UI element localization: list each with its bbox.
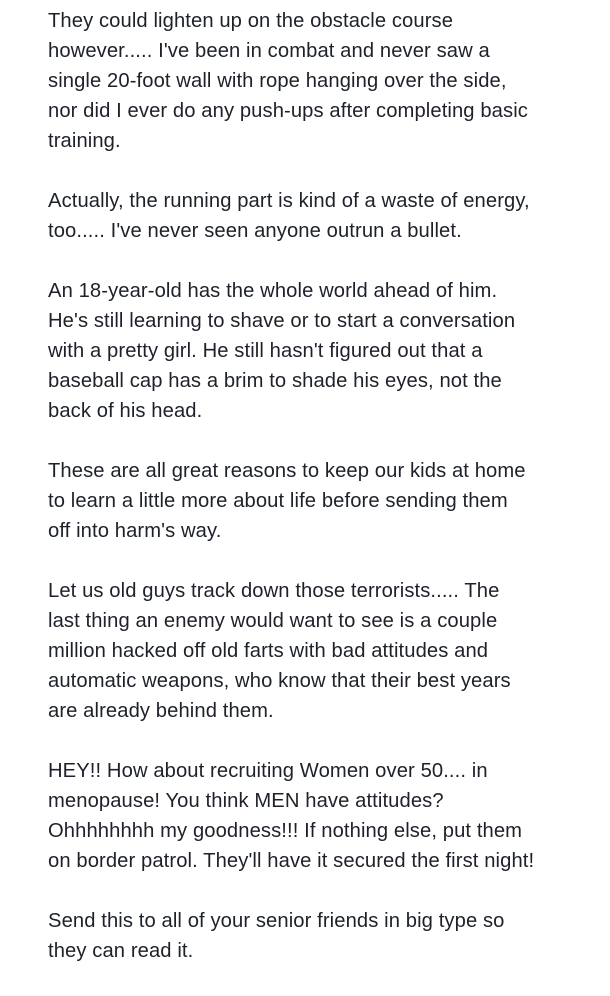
text-line: nor did I ever do any push-ups after completing basic xyxy=(48,100,528,122)
text-line: on border patrol. They'll have it secured the first night! xyxy=(48,850,535,872)
paragraph-send-this xyxy=(48,906,598,966)
text-line: single 20-foot wall with rope hanging over the side, xyxy=(48,70,507,92)
text-line: They could lighten up on the obstacle course xyxy=(48,10,454,32)
paragraph-obstacle-course xyxy=(48,6,598,156)
text-line: are already behind them. xyxy=(48,700,274,722)
text-line: An 18-year-old has the whole world ahead of him. xyxy=(48,280,498,302)
text-line: million hacked off old farts with bad attitudes and xyxy=(48,640,489,662)
text-line: Send this to all of your senior friends in big type so xyxy=(48,910,505,932)
text-line: too..... I've never seen anyone outrun a bullet. xyxy=(48,220,462,242)
text-line: HEY!! How about recruiting Women over 50.... in xyxy=(48,760,488,782)
text-line: training. xyxy=(48,130,121,152)
paragraph-women-over-50 xyxy=(48,756,598,876)
text-line: menopause! You think MEN have attitudes? xyxy=(48,790,444,812)
text-line: with a pretty girl. He still hasn't figured out that a xyxy=(48,340,483,362)
paragraph-18-year-old xyxy=(48,276,598,426)
text-line: they can read it. xyxy=(48,940,194,962)
text-line: Ohhhhhhhh my goodness!!! If nothing else, put them xyxy=(48,820,523,842)
paragraph-kids-at-home xyxy=(48,456,598,546)
post-body xyxy=(48,6,598,996)
text-line: These are all great reasons to keep our kids at home xyxy=(48,460,526,482)
text-line: to learn a little more about life before sending them xyxy=(48,490,508,512)
text-line: baseball cap has a brim to shade his eyes, not the xyxy=(48,370,502,392)
text-line: however..... I've been in combat and never saw a xyxy=(48,40,490,62)
text-line: Let us old guys track down those terrorists..... The xyxy=(48,580,500,602)
text-line: Actually, the running part is kind of a waste of energy, xyxy=(48,190,530,212)
paragraph-running xyxy=(48,186,598,246)
text-line: He's still learning to shave or to start a conversation xyxy=(48,310,516,332)
text-line: off into harm's way. xyxy=(48,520,222,542)
text-line: last thing an enemy would want to see is a couple xyxy=(48,610,498,632)
text-line: back of his head. xyxy=(48,400,203,422)
paragraph-old-guys xyxy=(48,576,598,726)
text-line: automatic weapons, who know that their best years xyxy=(48,670,511,692)
